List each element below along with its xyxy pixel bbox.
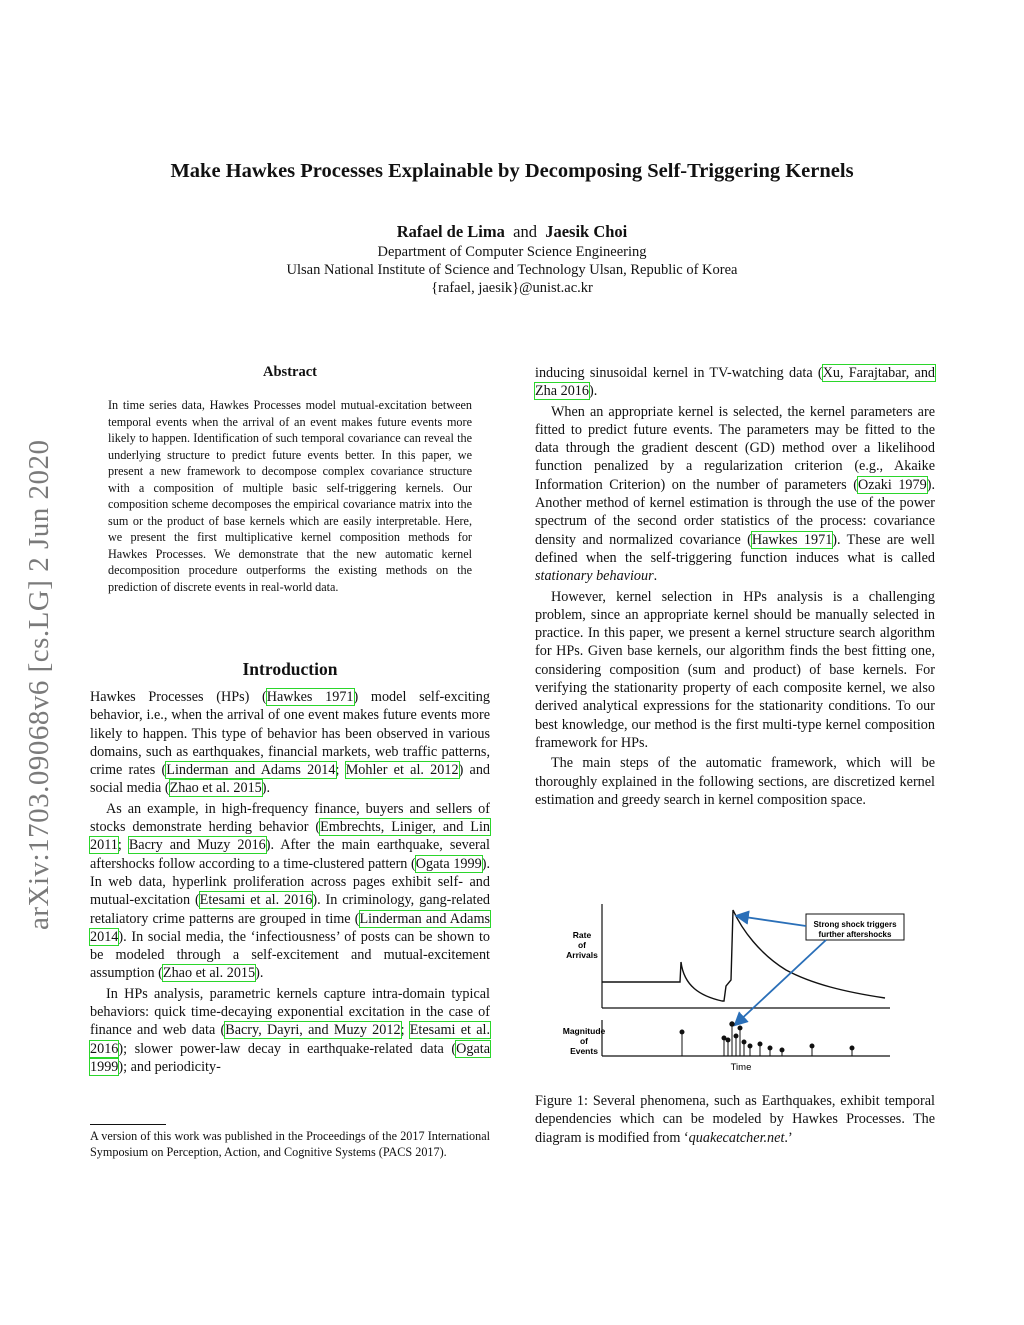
citation-link[interactable]: Bacry, Dayri, and Muzy 2012 xyxy=(225,1022,401,1039)
arrow-to-peak xyxy=(738,916,806,926)
citation-link[interactable]: Zhao et al. 2015 xyxy=(162,965,256,982)
figure-hawkes-diagram xyxy=(560,900,920,1080)
citation-link[interactable]: Ogata 1999 xyxy=(415,855,482,872)
citation-link[interactable]: Zhao et al. 2015 xyxy=(169,780,262,797)
body-paragraph: The main steps of the automatic framework, which will be thoroughly explained in the following sections, are discretized kernel estimation and greedy search in kernel composition space. xyxy=(535,755,935,808)
rate-label: Arrivals xyxy=(566,950,598,960)
callout-text: Strong shock triggers xyxy=(813,920,897,929)
magnitude-label: of xyxy=(579,1036,589,1046)
author-line xyxy=(60,222,964,242)
intro-paragraph: As an example, in high-frequency finance, buyers and sellers of stocks demonstrate herding behavior (Embrechts, Liniger, and Lin 2011; Bacry and Muzy 2016). After the main earthquake, several aftershocks follow according to a time-clustered pattern (Ogata 1999). In web data, hyperlink proliferation across pages exhibit self- and mutual-excitation (Etesami et al. 2016). In criminology, gang-related retaliatory crime patterns are grouped in time (Linderman and Adams 2014). In social media, the ‘infectiousness’ of posts can be shown to be modeled through a self-excitement and mutual-excitement assumption (Zhao et al. 2015). xyxy=(90,800,491,982)
rate-label: Rate xyxy=(572,930,592,940)
body-paragraph: inducing sinusoidal kernel in TV-watching data (Xu, Farajtabar, and Zha 2016). xyxy=(535,365,936,400)
abstract-text: In time series data, Hawkes Processes model mutual-excitation between temporal events when the arrival of an event makes future events more likely to happen. Identification of such temporal covariance can reveal the underlying structure to predict future events better. In this paper, we present a new framework to decompose complex covariance structure with a composition of multiple basic self-triggering kernels. Our composition scheme decomposes the empirical covariance matrix into the sum or the product of base kernels which are easily interpretable. Here, we present the first multiplicative kernel composition methods for Hawkes Processes. We demonstrate that the new automatic kernel decomposition procedure outperforms the existing methods on the prediction of discrete events in real-world data. xyxy=(108,398,472,594)
arxiv-stamp: arXiv:1703.09068v6 [cs.LG] 2 Jun 2020 xyxy=(23,439,55,930)
author-conjunction: and xyxy=(513,222,537,241)
citation-link[interactable]: Mohler et al. 2012 xyxy=(345,762,459,779)
magnitude-label: Magnitude xyxy=(562,1026,606,1036)
paper-title: Make Hawkes Processes Explainable by Decomposing Self-Triggering Kernels xyxy=(170,160,854,182)
citation-link[interactable]: Etesami et al. 2016 xyxy=(90,1022,490,1057)
author-name: Jaesik Choi xyxy=(545,222,628,241)
author-name: Rafael de Lima xyxy=(396,222,505,241)
footnote-rule xyxy=(90,1124,166,1125)
citation-link[interactable]: Etesami et al. 2016 xyxy=(199,892,313,909)
intro-paragraph: In HPs analysis, parametric kernels capture intra-domain typical behaviors: quick time-decaying exponential excitation in the case of finance and web data (Bacry, Dayri, and Muzy 2012; Etesami et al. 2016); slower power-law decay in earthquake-related data (Ogata 1999); and periodicity- xyxy=(90,985,490,1075)
citation-link[interactable]: Embrechts, Liniger, and Lin 2011 xyxy=(90,819,490,854)
citation-link[interactable]: Hawkes 1971 xyxy=(751,531,833,548)
author-email: {rafael, jaesik}@unist.ac.kr xyxy=(431,280,593,296)
event-stems xyxy=(680,1022,854,1056)
body-paragraph: When an appropriate kernel is selected, the kernel parameters are fitted to predict future events. The parameters may be fitted to the data through the gradient descent (GD) method over a likelihood function penalized by a regularization criterion (e.g., Akaike Information Criterion) on the number of parameters (Ozaki 1979). Another method of kernel estimation is through the use of the power spectrum of the second order statistics of the process: covariance density and normalized covariance (Hawkes 1971). These are well defined when the self-triggering function induces what is called stationary behaviour. xyxy=(535,403,935,585)
citation-link[interactable]: Linderman and Adams 2014 xyxy=(166,762,336,779)
time-label: Time xyxy=(730,1062,752,1073)
affiliation-dept: Department of Computer Science Engineering xyxy=(377,244,647,260)
intro-paragraph: Hawkes Processes (HPs) (Hawkes 1971) model self-exciting behavior, i.e., when the arrival of one event makes future events more likely to happen. This type of behavior has been observed in various domains, such as earthquakes, financial markets, web traffic patterns, crime rates (Linderman and Adams 2014; Mohler et al. 2012) and social media (Zhao et al. 2015). xyxy=(90,689,491,797)
left-column-body xyxy=(90,688,490,1076)
citation-link[interactable]: Xu, Farajtabar, and Zha 2016 xyxy=(535,365,936,400)
rate-label: of xyxy=(577,940,587,950)
citation-link[interactable]: Linderman and Adams 2014 xyxy=(90,910,491,945)
figure-caption: Figure 1: Several phenomena, such as Earthquakes, exhibit temporal dependencies which can be modeled by Hawkes Processes. The diagram is modified from ‘quakecatcher.net.’ xyxy=(535,1093,935,1146)
citation-link[interactable]: Bacry and Muzy 2016 xyxy=(128,837,266,854)
footnote: A version of this work was published in the Proceedings of the 2017 International Symposium on Perception, Action, and Cognitive Systems (PACS 2017). xyxy=(90,1129,490,1160)
affiliation-institute: Ulsan National Institute of Science and Technology Ulsan, Republic of Korea xyxy=(286,262,738,278)
magnitude-label: Events xyxy=(570,1046,598,1056)
citation-link[interactable]: Ogata 1999 xyxy=(90,1040,490,1075)
callout-text: further aftershocks xyxy=(818,930,892,939)
citation-link[interactable]: Ozaki 1979 xyxy=(857,476,927,493)
citation-link[interactable]: Hawkes 1971 xyxy=(266,689,354,705)
right-column-body xyxy=(535,364,935,809)
introduction-heading: Introduction xyxy=(242,659,338,679)
abstract-heading: Abstract xyxy=(263,364,317,380)
body-paragraph: However, kernel selection in HPs analysis is a challenging problem, since an appropriate kernel should be manually selected in practice. In this paper, we present a kernel structure search algorithm for HPs. Given base kernels, our algorithm finds the best fitting one, considering composition (sum and product) of base kernels. For verifying the stationarity property of each composite kernel, we also derived analytical expressions for the stationarity conditions. To our best knowledge, our method is the first multi-type kernel composition framework for HPs. xyxy=(535,588,935,751)
